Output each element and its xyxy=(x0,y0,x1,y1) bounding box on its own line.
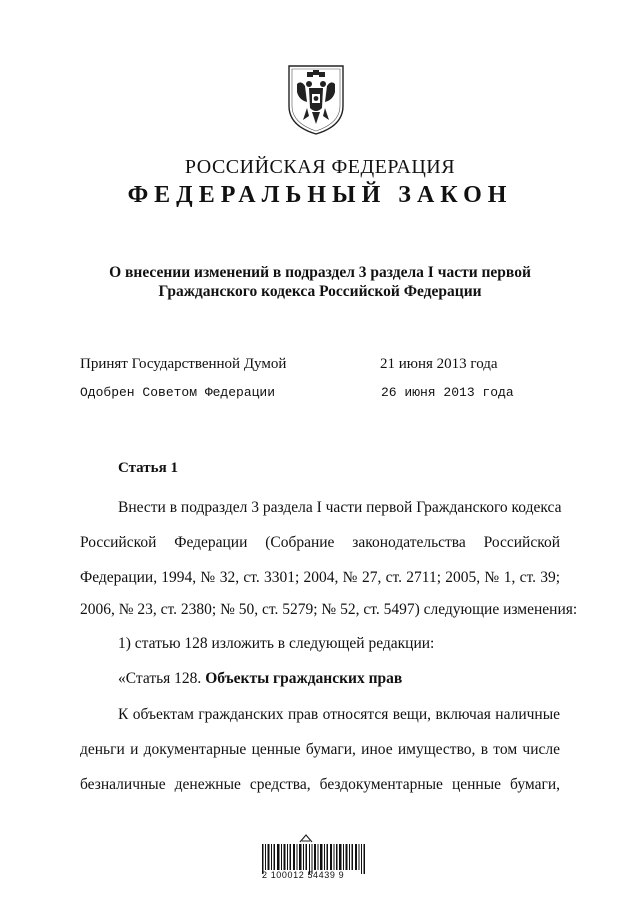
law-title-line: Гражданского кодекса Российской Федерации xyxy=(158,283,482,300)
article-128-title: Объекты гражданских прав xyxy=(205,670,403,687)
law-title-line: О внесении изменений в подраздел 3 раздела I части первой xyxy=(109,264,531,281)
article-128-prefix: «Статья 128. xyxy=(118,670,202,687)
paragraph-line: К объектам гражданских прав относятся вещи, включая наличные xyxy=(118,706,560,723)
council-date: 26 июня 2013 года xyxy=(381,385,514,400)
duma-date: 21 июня 2013 года xyxy=(380,356,498,372)
article-128-heading xyxy=(80,669,560,689)
law-type-heading: ФЕДЕРАЛЬНЫЙ ЗАКОН xyxy=(127,182,513,208)
paragraph-line: безналичные денежные средства, бездокументарные ценные бумаги, xyxy=(80,776,560,793)
amendment-item: 1) статью 128 изложить в следующей редакции: xyxy=(118,635,435,652)
duma-label: Принят Государственной Думой xyxy=(80,356,287,372)
law-title xyxy=(0,263,640,301)
paragraph-line: 2006, № 23, ст. 2380; № 50, ст. 5279; № 52, ст. 5497) следующие изменения: xyxy=(80,601,578,618)
paragraph-line: Российской Федерации (Собрание законодательства Российской xyxy=(80,534,560,551)
article-heading: Статья 1 xyxy=(118,460,178,476)
paragraph-line: Внести в подраздел 3 раздела I части первой Гражданского кодекса xyxy=(118,499,562,516)
coat-of-arms-emblem xyxy=(285,62,347,136)
barcode-number: 2 100012 54439 9 xyxy=(262,870,345,880)
country-name: РОССИЙСКАЯ ФЕДЕРАЦИЯ xyxy=(184,156,456,178)
barcode-mark-icon xyxy=(298,833,314,843)
council-label: Одобрен Советом Федерации xyxy=(80,385,276,400)
paragraph-line: Федерации, 1994, № 32, ст. 3301; 2004, № 27, ст. 2711; 2005, № 1, ст. 39; xyxy=(80,569,560,586)
paragraph-line: деньги и документарные ценные бумаги, иное имущество, в том числе xyxy=(80,741,560,758)
